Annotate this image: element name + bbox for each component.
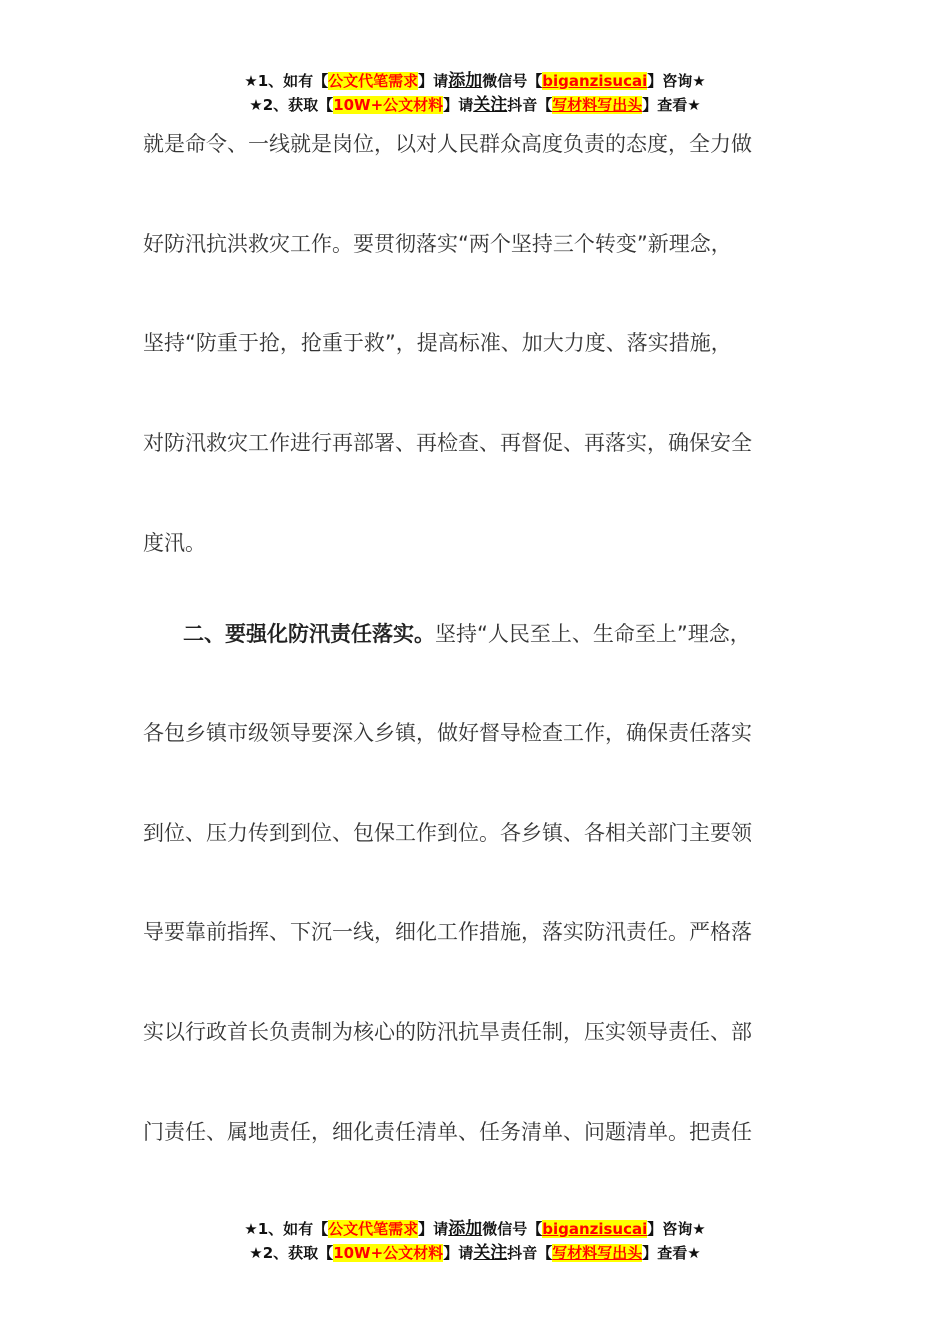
text-line: 坚持“防重于抢，抢重于救”，提高标准、加大力度、落实措施， bbox=[143, 331, 732, 355]
banner-text: 抖音【 bbox=[507, 1244, 553, 1262]
banner-highlight: 公文代笔需求 bbox=[328, 72, 419, 90]
banner-text: 】请 bbox=[418, 72, 449, 90]
banner-text: 】查看★ bbox=[642, 96, 701, 114]
banner-highlight: 10W+公文材料 bbox=[333, 96, 444, 114]
text-line: 好防汛抗洪救灾工作。要贯彻落实“两个坚持三个转变”新理念， bbox=[143, 232, 732, 256]
text-line: 导要靠前指挥、下沉一线，细化工作措施，落实防汛责任。严格落 bbox=[143, 920, 752, 944]
banner-emphasis: 添加 bbox=[448, 1219, 483, 1239]
banner-highlight: 10W+公文材料 bbox=[333, 1244, 444, 1262]
banner-line-1 bbox=[0, 1217, 950, 1241]
section-heading: 二、要强化防汛责任落实。 bbox=[183, 622, 435, 646]
banner-text: ★1、如有【 bbox=[244, 72, 329, 90]
header-banner bbox=[0, 69, 950, 117]
banner-emphasis: 关注 bbox=[473, 95, 508, 115]
text-line: 各包乡镇市级领导要深入乡镇，做好督导检查工作，确保责任落实 bbox=[143, 721, 752, 745]
text-line: 坚持“人民至上、生命至上”理念， bbox=[435, 622, 751, 646]
banner-text: 】咨询★ bbox=[647, 1220, 706, 1238]
banner-text: ★2、获取【 bbox=[249, 96, 334, 114]
banner-emphasis: 添加 bbox=[448, 71, 483, 91]
banner-emphasis: 关注 bbox=[473, 1243, 508, 1263]
text-line: 到位、压力传到到位、包保工作到位。各乡镇、各相关部门主要领 bbox=[143, 821, 752, 845]
banner-line-2 bbox=[0, 1241, 950, 1265]
text-line: 实以行政首长负责制为核心的防汛抗旱责任制，压实领导责任、部 bbox=[143, 1020, 752, 1044]
text-line: 门责任、属地责任，细化责任清单、任务清单、问题清单。把责任 bbox=[143, 1120, 752, 1144]
banner-text: 】请 bbox=[443, 96, 474, 114]
text-line: 就是命令、一线就是岗位，以对人民群众高度负责的态度，全力做 bbox=[143, 132, 752, 156]
text-line: 对防汛救灾工作进行再部署、再检查、再督促、再落实，确保安全 bbox=[143, 431, 752, 455]
banner-text: 】咨询★ bbox=[647, 72, 706, 90]
banner-line-2 bbox=[0, 93, 950, 117]
banner-text: 抖音【 bbox=[507, 96, 553, 114]
banner-text: 】查看★ bbox=[642, 1244, 701, 1262]
banner-highlight: 公文代笔需求 bbox=[328, 1220, 419, 1238]
banner-text: ★2、获取【 bbox=[249, 1244, 334, 1262]
banner-text: 微信号【 bbox=[482, 1220, 543, 1238]
banner-text: 微信号【 bbox=[482, 72, 543, 90]
douyin-account-link[interactable]: 写材料写出头 bbox=[552, 96, 643, 114]
banner-line-1 bbox=[0, 69, 950, 93]
text-line: 度汛。 bbox=[143, 531, 206, 555]
banner-text: 】请 bbox=[443, 1244, 474, 1262]
banner-text: 】请 bbox=[418, 1220, 449, 1238]
banner-text: ★1、如有【 bbox=[244, 1220, 329, 1238]
wechat-id-link[interactable]: biganzisucai bbox=[542, 72, 648, 90]
douyin-account-link[interactable]: 写材料写出头 bbox=[552, 1244, 643, 1262]
footer-banner bbox=[0, 1217, 950, 1265]
section-heading-line bbox=[183, 618, 751, 650]
wechat-id-link[interactable]: biganzisucai bbox=[542, 1220, 648, 1238]
